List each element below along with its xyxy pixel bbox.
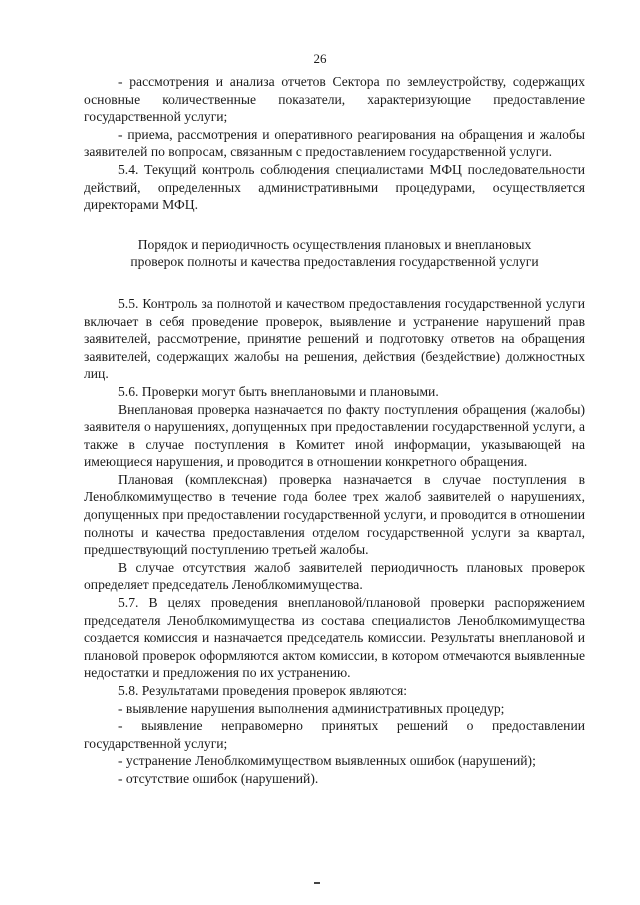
list-item-result-3: - устранение Леноблкомимуществом выявленных ошибок (нарушений); <box>118 753 536 769</box>
paragraph-5-6: 5.6. Проверки могут быть внеплановыми и плановыми. <box>118 383 439 399</box>
list-item-result-2: - выявление неправомерно принятых решений о предоставлении государственной услуги; <box>84 718 585 751</box>
paragraph-5-7: 5.7. В целях проведения внеплановой/плановой проверки распоряжением председателя Леноблкомимущества из состава специалистов Леноблкомимущества создается комиссия и назначается председатель комиссии. Результаты внеплановой и плановой проверок оформляются актом комиссии, в котором отмечаются выявленные недостатки и предложения по их устранению. <box>84 595 585 681</box>
paragraph-unscheduled-check: Внеплановая проверка назначается по факту поступления обращения (жалобы) заявителя о нарушениях, допущенных при предоставлении государственной услуги, а также в случае поступления в Комитет иной информации, указывающей на имеющиеся нарушения, и проводится в отношении конкретного обращения. <box>84 401 585 470</box>
paragraph-scheduled-check: Плановая (комплексная) проверка назначается в случае поступления в Леноблкомимущество в течение года более трех жалоб заявителей о нарушениях, допущенных при предоставлении государственной услуги, и проводится в отношении полноты и качества предоставления отделом государственной услуги за квартал, предшествующий поступлению третьей жалобы. <box>84 471 585 558</box>
paragraph-top-1: - рассмотрения и анализа отчетов Сектора по землеустройству, содержащих основные количественные показатели, характеризующие предоставление государственной услуги; <box>84 74 585 125</box>
section-heading: Порядок и периодичность осуществления плановых и внеплановых проверок полноты и качества предоставления государственной услуги <box>130 236 539 270</box>
scan-mark <box>314 882 320 884</box>
paragraph-top-2: - приема, рассмотрения и оперативного реагирования на обращения и жалобы заявителей по вопросам, связанным с предоставлением государственной услуги. <box>84 126 585 160</box>
paragraph-5-5: 5.5. Контроль за полнотой и качеством предоставления государственной услуги включает в себя проведение проверок, выявление и устранение нарушений прав заявителей, рассмотрение, принятие решений и подготовку ответов на обращения заявителей, содержащих жалобы на решения, действия (бездействие) должностных лиц. <box>84 295 585 382</box>
list-item-result-1: - выявление нарушения выполнения административных процедур; <box>118 700 505 716</box>
paragraph-no-complaints: В случае отсутствия жалоб заявителей периодичность плановых проверок определяет председатель Леноблкомимущества. <box>84 559 585 593</box>
paragraph-top-3: 5.4. Текущий контроль соблюдения специалистами МФЦ последовательности действий, определенных административными процедурами, осуществляется директорами МФЦ. <box>84 161 585 213</box>
list-item-result-4: - отсутствие ошибок (нарушений). <box>118 770 319 786</box>
document-body <box>84 73 585 788</box>
paragraph-5-8: 5.8. Результатами проведения проверок являются: <box>118 683 408 698</box>
page-number: 26 <box>313 51 327 66</box>
